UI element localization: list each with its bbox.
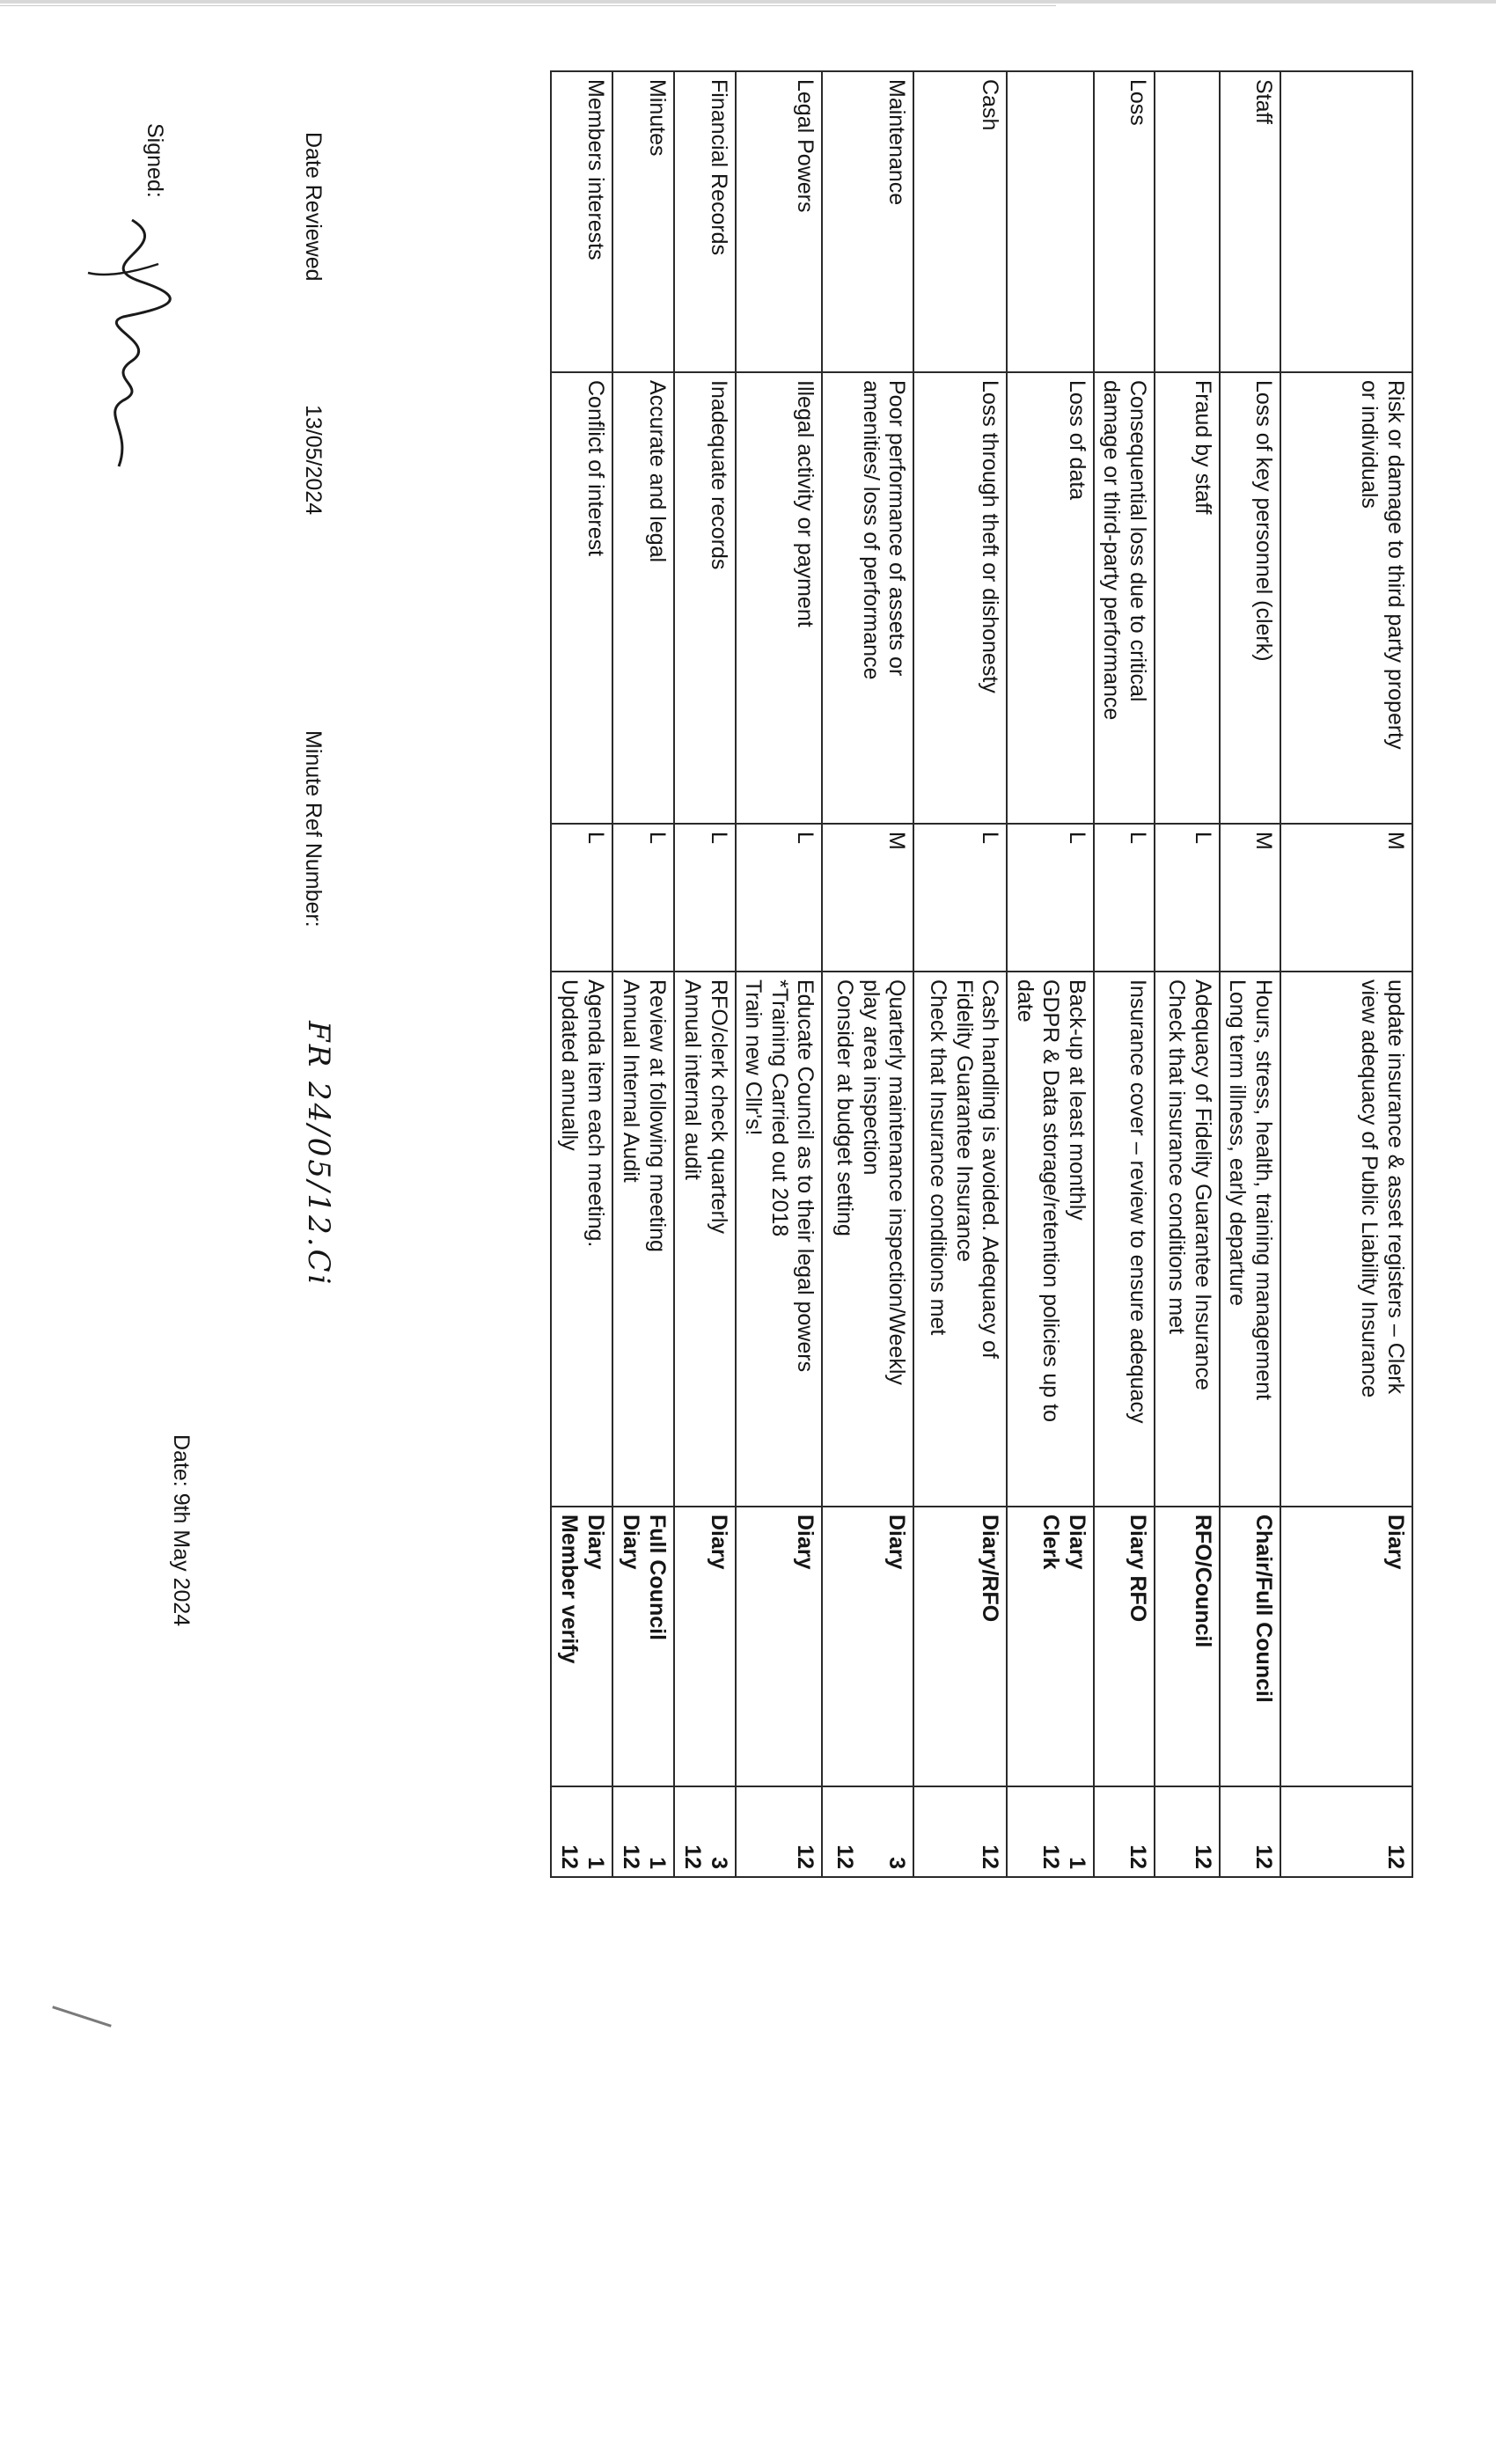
cell-line: Clerk bbox=[1038, 1514, 1064, 1570]
table-row bbox=[551, 71, 612, 1877]
scan-line bbox=[0, 5, 1056, 6]
cell-line: 12 bbox=[1126, 1844, 1150, 1869]
responsibility-cell bbox=[551, 1507, 612, 1786]
cell-line: Review at following meeting bbox=[645, 979, 670, 1252]
cell-line: 12 bbox=[680, 1844, 706, 1869]
cell-text: L bbox=[645, 832, 670, 844]
area-cell bbox=[1280, 71, 1412, 372]
risk-level-cell bbox=[1220, 824, 1280, 972]
area-cell bbox=[1155, 71, 1220, 372]
risk-cell bbox=[674, 372, 736, 824]
cell-line: Consequential loss due to critical bbox=[1126, 380, 1150, 702]
area-cell bbox=[736, 71, 823, 372]
cell-line: 12 bbox=[557, 1844, 583, 1869]
cell-text: L bbox=[1191, 832, 1215, 844]
management-cell bbox=[674, 972, 736, 1507]
cell-line: Diary bbox=[1065, 1514, 1089, 1570]
cell-line: play area inspection bbox=[859, 979, 884, 1176]
minute-ref-handwritten: FR 24/05/12.Ci bbox=[301, 1021, 336, 1287]
cell-line: update insurance & asset registers – Clerk bbox=[1383, 979, 1408, 1395]
responsibility-cell bbox=[1155, 1507, 1220, 1786]
cell-line: GDPR & Data storage/retention policies up to bbox=[1038, 979, 1064, 1423]
cell-line: Diary/RFO bbox=[978, 1514, 1003, 1623]
risk-assessment-table bbox=[550, 70, 1413, 1878]
risk-level-cell bbox=[736, 824, 823, 972]
risk-level-cell bbox=[1008, 824, 1095, 972]
risk-cell bbox=[736, 372, 823, 824]
area-cell bbox=[674, 71, 736, 372]
cell-line: view adequacy of Public Liability Insurance bbox=[1357, 979, 1382, 1398]
cell-line: RFO/Council bbox=[1191, 1514, 1215, 1648]
cell-line: Member verify bbox=[557, 1514, 583, 1664]
cell-line: damage or third-party performance bbox=[1099, 380, 1125, 721]
cell-line: 12 bbox=[978, 1844, 1003, 1869]
cell-line: Diary bbox=[1383, 1514, 1408, 1570]
management-cell bbox=[823, 972, 914, 1507]
responsibility-cell bbox=[1280, 1507, 1412, 1786]
cell-line: Fidelity Guarantee Insurance bbox=[952, 979, 977, 1263]
risk-level-cell bbox=[1094, 824, 1155, 972]
cell-line: Check that Insurance conditions met bbox=[926, 979, 951, 1336]
cell-line: 3 bbox=[884, 1857, 910, 1869]
responsibility-cell bbox=[612, 1507, 674, 1786]
table-row bbox=[1094, 71, 1155, 1877]
area-cell bbox=[1094, 71, 1155, 372]
cell-text: Maintenance bbox=[884, 79, 910, 206]
risk-cell bbox=[1008, 372, 1095, 824]
cell-text: Minutes bbox=[645, 79, 670, 157]
cell-line: Educate Council as to their legal powers bbox=[793, 979, 818, 1373]
review-cell bbox=[551, 1786, 612, 1877]
cell-line: Diary bbox=[793, 1514, 818, 1570]
cell-line: Hours, stress, health, training management bbox=[1251, 979, 1276, 1401]
cell-line: Chair/Full Council bbox=[1251, 1514, 1276, 1703]
area-cell bbox=[612, 71, 674, 372]
cell-line: RFO/clerk check quarterly bbox=[707, 979, 731, 1234]
cell-line: Agenda item each meeting. bbox=[583, 979, 608, 1248]
cell-line: 1 bbox=[583, 1857, 608, 1869]
cell-line: 12 bbox=[619, 1844, 644, 1869]
cell-line: Quarterly maintenance inspection/Weekly bbox=[884, 979, 910, 1385]
area-cell bbox=[551, 71, 612, 372]
management-cell bbox=[1280, 972, 1412, 1507]
review-cell bbox=[914, 1786, 1008, 1877]
risk-cell bbox=[1155, 372, 1220, 824]
cell-line: 1 bbox=[1065, 1857, 1089, 1869]
cell-line: Diary bbox=[884, 1514, 910, 1570]
cell-line: Diary RFO bbox=[1126, 1514, 1150, 1623]
cell-line: 12 bbox=[793, 1844, 818, 1869]
cell-text: L bbox=[707, 832, 731, 844]
cell-line: 12 bbox=[1383, 1844, 1408, 1869]
management-cell bbox=[736, 972, 823, 1507]
review-cell bbox=[1280, 1786, 1412, 1877]
cell-line: Diary bbox=[583, 1514, 608, 1570]
cell-line: 12 bbox=[1038, 1844, 1064, 1869]
cell-line: Annual Internal Audit bbox=[619, 979, 644, 1183]
cell-line: Insurance cover – review to ensure adequacy bbox=[1126, 979, 1150, 1424]
cell-line: Cash handling is avoided. Adequacy of bbox=[978, 979, 1003, 1359]
cell-text: L bbox=[1126, 832, 1150, 844]
signature bbox=[79, 211, 185, 475]
review-cell bbox=[823, 1786, 914, 1877]
cell-line: Adequacy of Fidelity Guarantee Insurance bbox=[1191, 979, 1215, 1390]
review-cell bbox=[1008, 1786, 1095, 1877]
risk-cell bbox=[1094, 372, 1155, 824]
cell-text: Staff bbox=[1251, 79, 1276, 124]
management-cell bbox=[1008, 972, 1095, 1507]
responsibility-cell bbox=[1220, 1507, 1280, 1786]
responsibility-cell bbox=[1094, 1507, 1155, 1786]
cell-line: 12 bbox=[832, 1844, 858, 1869]
cell-line: Accurate and legal bbox=[645, 380, 670, 563]
cell-text: Legal Powers bbox=[793, 79, 818, 213]
area-cell bbox=[1220, 71, 1280, 372]
review-cell bbox=[674, 1786, 736, 1877]
cell-line: Train new Cllr's! bbox=[741, 979, 766, 1136]
cell-line: *Training Carried out 2018 bbox=[767, 979, 792, 1237]
risk-cell bbox=[612, 372, 674, 824]
risk-cell bbox=[551, 372, 612, 824]
date-reviewed-value: 13/05/2024 bbox=[301, 405, 326, 516]
cell-line: Illegal activity or payment bbox=[793, 380, 818, 627]
risk-level-cell bbox=[1280, 824, 1412, 972]
risk-level-cell bbox=[551, 824, 612, 972]
management-cell bbox=[1155, 972, 1220, 1507]
risk-cell bbox=[1220, 372, 1280, 824]
responsibility-cell bbox=[823, 1507, 914, 1786]
responsibility-cell bbox=[736, 1507, 823, 1786]
cell-line: Long term illness, early departure bbox=[1225, 979, 1250, 1307]
responsibility-cell bbox=[674, 1507, 736, 1786]
cell-text: L bbox=[978, 832, 1003, 844]
table-row bbox=[914, 71, 1008, 1877]
document-date: Date: 9th May 2024 bbox=[169, 1434, 194, 1627]
review-cell bbox=[1155, 1786, 1220, 1877]
table-row bbox=[823, 71, 914, 1877]
table-row bbox=[736, 71, 823, 1877]
cell-text: L bbox=[583, 832, 608, 844]
risk-cell bbox=[823, 372, 914, 824]
management-cell bbox=[1094, 972, 1155, 1507]
cell-line: Annual internal audit bbox=[680, 979, 706, 1180]
cell-text: M bbox=[884, 832, 910, 850]
scan-top-edge bbox=[0, 0, 1496, 4]
date-reviewed-label: Date Reviewed bbox=[301, 132, 326, 282]
table-row bbox=[1220, 71, 1280, 1877]
cell-line: Updated annually bbox=[557, 979, 583, 1151]
cell-line: Inadequate records bbox=[707, 380, 731, 570]
risk-cell bbox=[1280, 372, 1412, 824]
risk-level-cell bbox=[914, 824, 1008, 972]
cell-line: Diary bbox=[707, 1514, 731, 1570]
cell-text: Loss bbox=[1126, 79, 1150, 126]
cell-line: Loss of data bbox=[1065, 380, 1089, 501]
review-cell bbox=[1094, 1786, 1155, 1877]
cell-text: Cash bbox=[978, 79, 1003, 131]
cell-line: Loss of key personnel (clerk) bbox=[1251, 380, 1276, 662]
minute-ref-label: Minute Ref Number: bbox=[301, 730, 326, 928]
cell-line: Conflict of interest bbox=[583, 380, 608, 557]
risk-level-cell bbox=[823, 824, 914, 972]
risk-cell bbox=[914, 372, 1008, 824]
area-cell bbox=[823, 71, 914, 372]
risk-level-cell bbox=[674, 824, 736, 972]
cell-line: 3 bbox=[707, 1857, 731, 1869]
cell-line: Full Council bbox=[645, 1514, 670, 1641]
cell-text: M bbox=[1251, 832, 1276, 850]
cell-line: Loss through theft or dishonesty bbox=[978, 380, 1003, 693]
cell-line: 12 bbox=[1191, 1844, 1215, 1869]
area-cell bbox=[1008, 71, 1095, 372]
review-cell bbox=[612, 1786, 674, 1877]
cell-line: Fraud by staff bbox=[1191, 380, 1215, 515]
scan-mark bbox=[52, 2006, 112, 2027]
management-cell bbox=[1220, 972, 1280, 1507]
table-row bbox=[612, 71, 674, 1877]
cell-line: or individuals bbox=[1357, 380, 1382, 509]
cell-line: Back-up at least monthly bbox=[1065, 979, 1089, 1221]
rotated-page bbox=[62, 62, 1452, 1869]
cell-line: Risk or damage to third party property bbox=[1383, 380, 1408, 750]
cell-text: L bbox=[1065, 832, 1089, 844]
cell-line bbox=[858, 1794, 884, 1869]
responsibility-cell bbox=[1008, 1507, 1095, 1786]
management-cell bbox=[612, 972, 674, 1507]
cell-line: amenities/ loss of performance bbox=[859, 380, 884, 680]
cell-line: 1 bbox=[645, 1857, 670, 1869]
cell-text: Financial Records bbox=[707, 79, 731, 256]
management-cell bbox=[551, 972, 612, 1507]
responsibility-cell bbox=[914, 1507, 1008, 1786]
risk-level-cell bbox=[1155, 824, 1220, 972]
review-cell bbox=[736, 1786, 823, 1877]
table-row bbox=[1155, 71, 1220, 1877]
cell-line: Diary bbox=[619, 1514, 644, 1570]
table-row bbox=[674, 71, 736, 1877]
cell-line: Check that insurance conditions met bbox=[1164, 979, 1190, 1334]
cell-line: Poor performance of assets or bbox=[884, 380, 910, 677]
risk-level-cell bbox=[612, 824, 674, 972]
cell-line: Consider at budget setting bbox=[832, 979, 858, 1236]
cell-text: M bbox=[1383, 832, 1408, 850]
table-row bbox=[1008, 71, 1095, 1877]
cell-text: Members interests bbox=[583, 79, 608, 260]
cell-line: 12 bbox=[1251, 1844, 1276, 1869]
management-cell bbox=[914, 972, 1008, 1507]
signed-label: Signed: bbox=[143, 123, 167, 198]
table-row bbox=[1280, 71, 1412, 1877]
area-cell bbox=[914, 71, 1008, 372]
cell-text: L bbox=[793, 832, 818, 844]
review-cell bbox=[1220, 1786, 1280, 1877]
cell-line: date bbox=[1013, 979, 1038, 1023]
